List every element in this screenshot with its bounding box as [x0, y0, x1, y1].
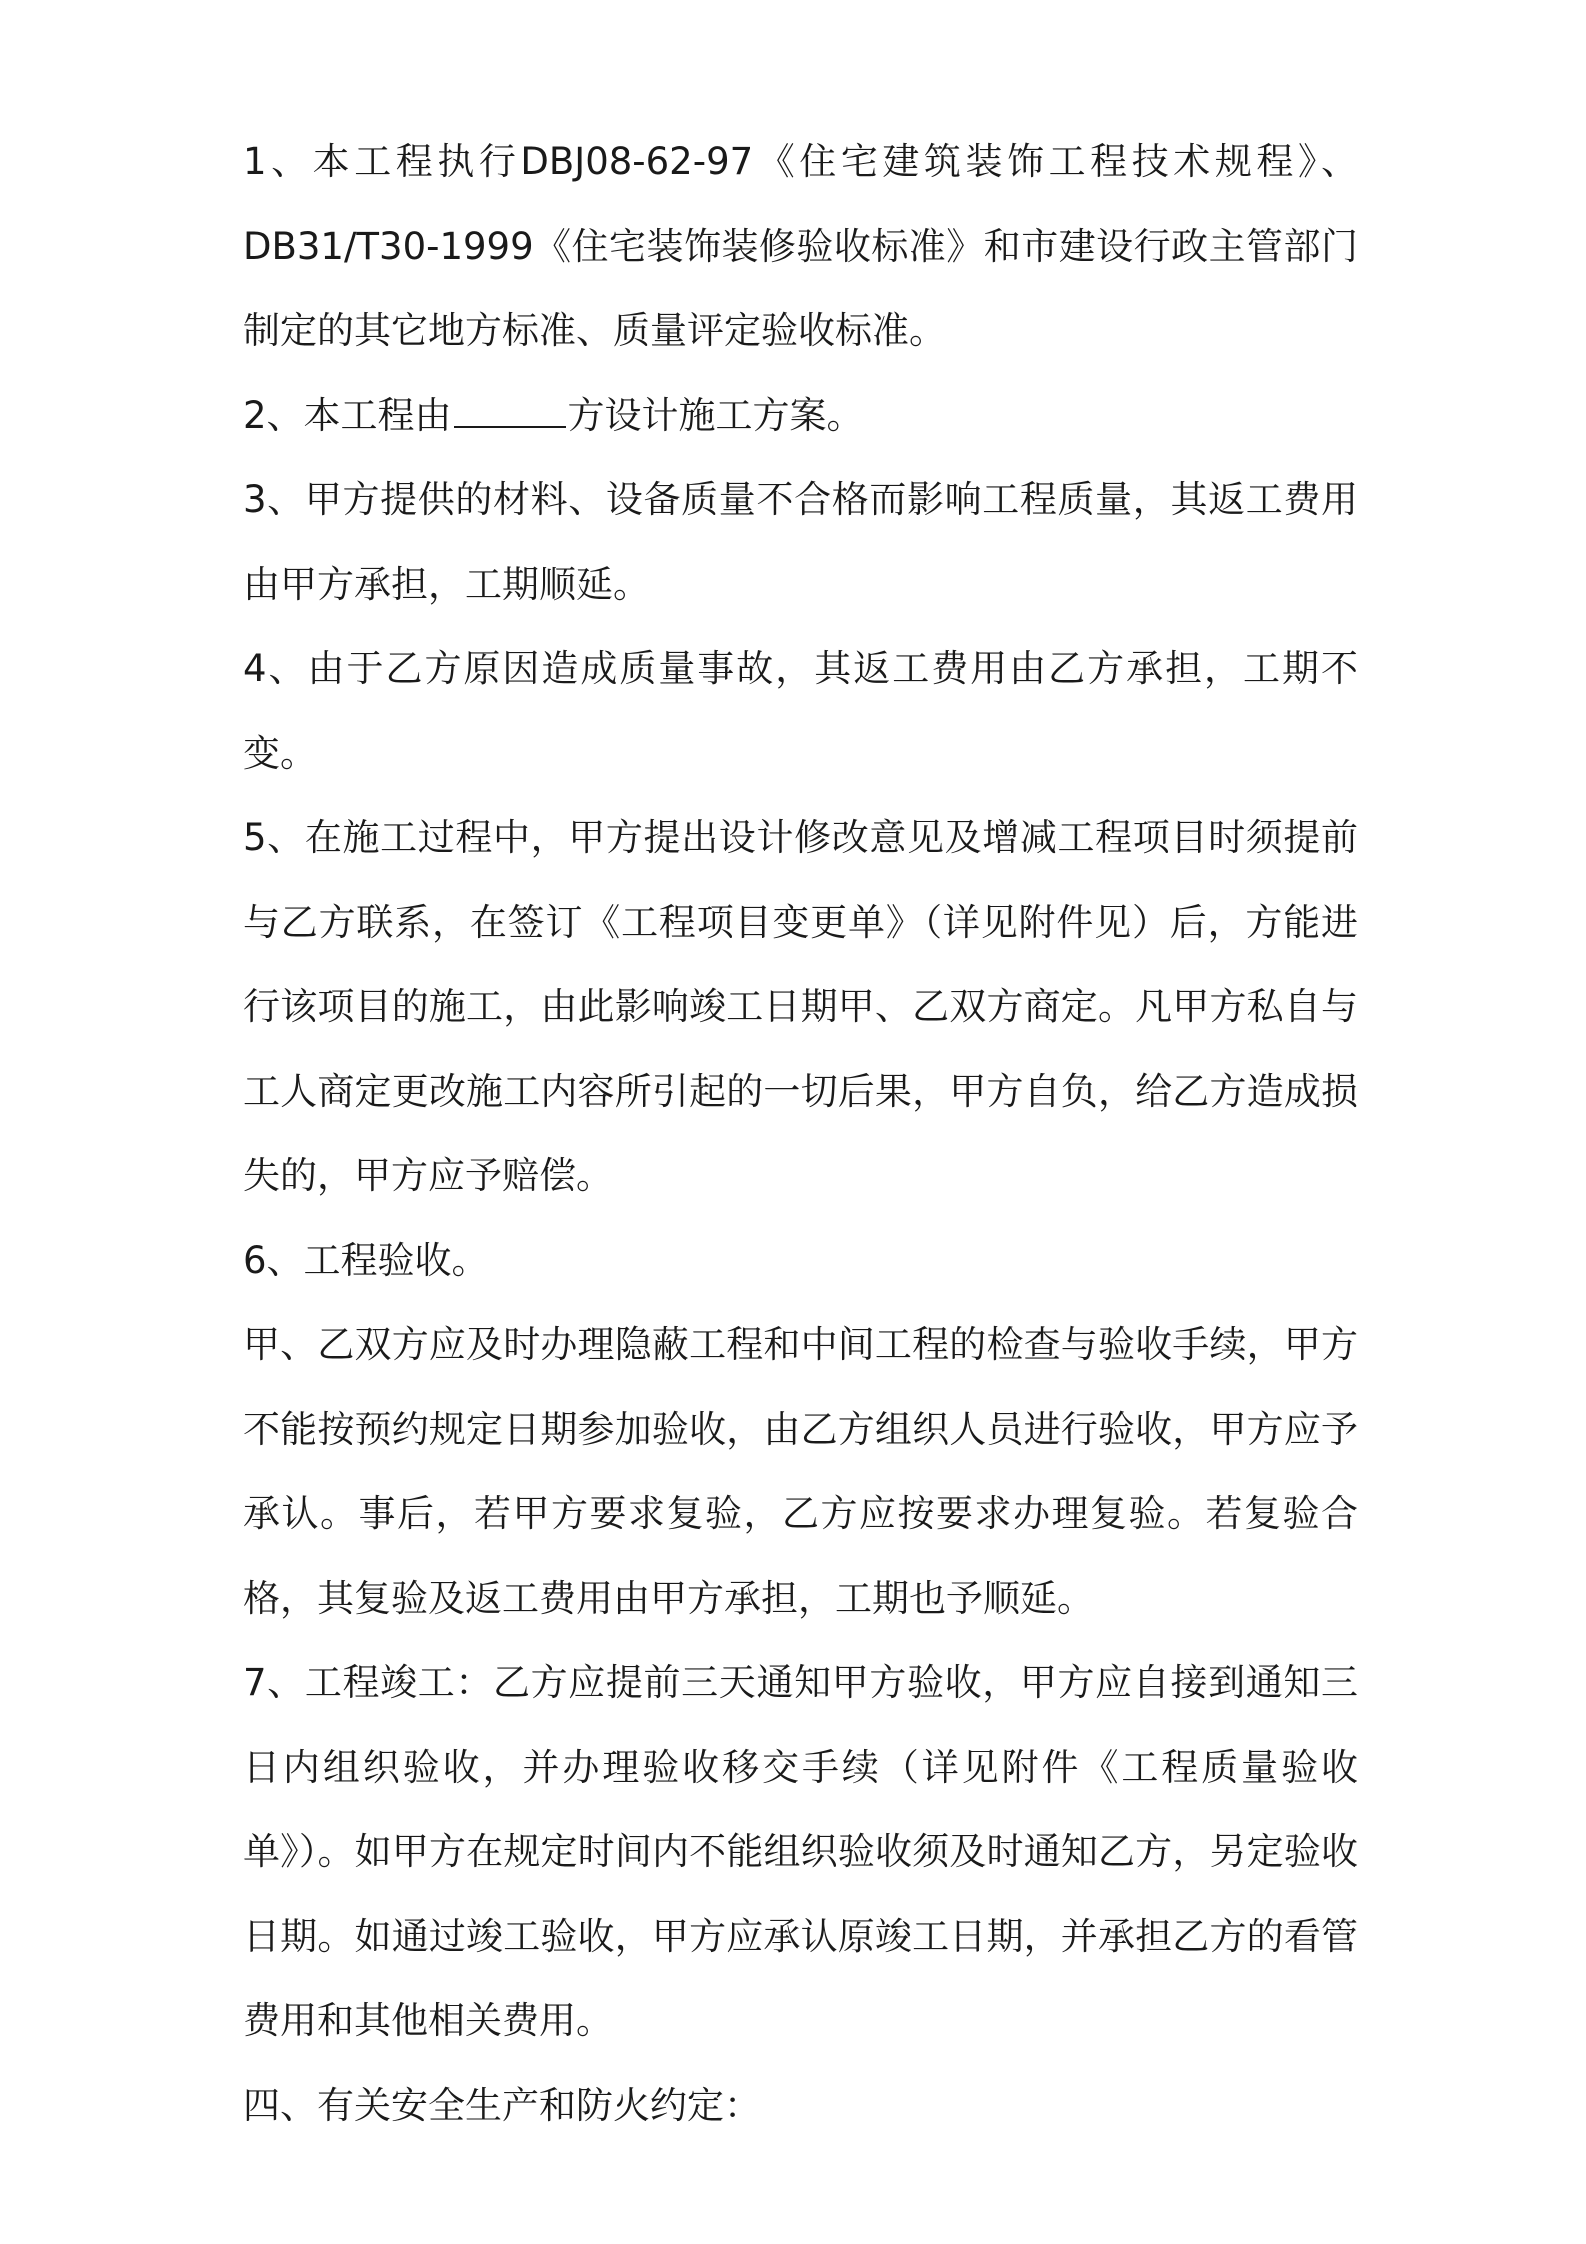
clause-5: 5、在施工过程中，甲方提出设计修改意见及增减工程项目时须提前与乙方联系，在签订《工程项目变更单》（详见附件见）后，方能进行该项目的施工，由此影响竣工日期甲、乙双方商定。凡甲方私自与工人商定更改施工内容所引起的一切后果，甲方自负，给乙方造成损失的，甲方应予赔偿。	[243, 816, 1358, 1197]
clause-7: 7、工程竣工：乙方应提前三天通知甲方验收，甲方应自接到通知三日内组织验收，并办理验收移交手续（详见附件《工程质量验收单》）。如甲方在规定时间内不能组织验收须及时通知乙方，另定验收日期。如通过竣工验收，甲方应承认原竣工日期，并承担乙方的看管费用和其他相关费用。	[243, 1661, 1358, 2042]
section-4-heading: 四、有关安全生产和防火约定：	[243, 2083, 761, 2127]
clause-6-body: 甲、乙双方应及时办理隐蔽工程和中间工程的检查与验收手续，甲方不能按预约规定日期参加验收，由乙方组织人员进行验收，甲方应予承认。事后，若甲方要求复验，乙方应按要求办理复验。若复验合格，其复验及返工费用由甲方承担，工期也予顺延。	[243, 1323, 1358, 1620]
clause-3: 3、甲方提供的材料、设备质量不合格而影响工程质量，其返工费用由甲方承担，工期顺延。	[243, 478, 1358, 606]
clause-4: 4、由于乙方原因造成质量事故，其返工费用由乙方承担，工期不变。	[243, 647, 1358, 775]
clause-1: 1、本工程执行DBJ08-62-97《住宅建筑装饰工程技术规程》、DB31/T30-1999《住宅装饰装修验收标准》和市建设行政主管部门制定的其它地方标准、质量评定验收标准。	[243, 140, 1358, 352]
document-body	[243, 120, 1358, 2148]
fill-in-blank[interactable]	[454, 396, 566, 428]
clause-6-heading: 6、工程验收。	[243, 1238, 489, 1282]
clause-2-suffix: 方设计施工方案。	[567, 393, 864, 437]
clause-2-prefix: 2、本工程由	[243, 393, 452, 437]
clause-2	[243, 374, 1358, 459]
